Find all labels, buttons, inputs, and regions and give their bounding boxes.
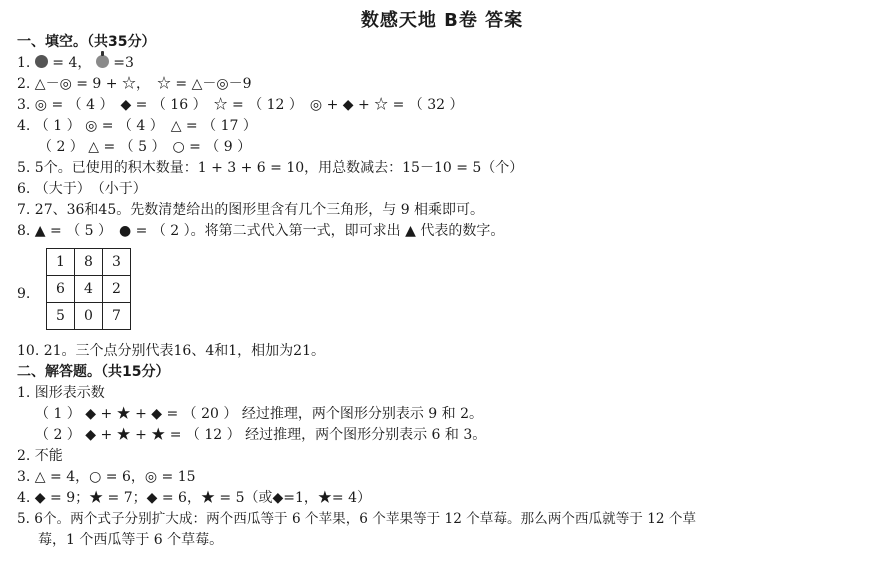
answer-9-number: 9. <box>17 286 31 302</box>
solution-3: 3. △ = 4，○ = 6，◎ = 15 <box>17 469 196 485</box>
grid-cell: 8 <box>75 249 103 276</box>
grid-cell: 5 <box>47 303 75 330</box>
answer-2: 2. △－◎ = 9 + ☆， ☆ = △－◎－9 <box>17 76 252 92</box>
grid-cell: 2 <box>103 276 131 303</box>
grid-row <box>47 249 131 276</box>
solution-2: 2. 不能 <box>17 448 63 464</box>
answer-1 <box>17 53 134 73</box>
answer-10: 10. 21。三个点分别代表16、4和1，相加为21。 <box>17 343 325 359</box>
grid-cell: 1 <box>47 249 75 276</box>
answer-8: 8. ▲ = （ 5 ） ● = （ 2 ）。将第二式代入第一式，即可求出 ▲ 代表的数字。 <box>17 223 505 239</box>
answer-5: 5. 5个。已使用的积木数量：1 + 3 + 6 = 10，用总数减去：15－10 = 5（个） <box>17 160 524 176</box>
solution-5a: 5. 6个。两个式子分别扩大成：两个西瓜等于 6 个苹果，6 个苹果等于 12 个草莓。那么两个西瓜就等于 12 个草 <box>17 511 697 527</box>
answer-4b: （ 2 ） △ = （ 5 ） ○ = （ 9 ） <box>38 139 252 155</box>
answer-3: 3. ◎ = （ 4 ） ◆ = （ 16 ） ☆ = （ 12 ） ◎ + ◆ + ☆ = （ 32 ） <box>17 97 464 113</box>
section1-heading: 一、填空。（共35分） <box>17 34 156 50</box>
magic-square-grid <box>46 248 131 330</box>
grid-cell: 4 <box>75 276 103 303</box>
fruit-icon <box>35 55 48 68</box>
apple-icon <box>96 55 109 68</box>
page-title: 数感天地 B卷 答案 <box>360 10 524 31</box>
solution-1b: （ 2 ） ◆ + ★ + ★ = （ 12 ） 经过推理，两个图形分别表示 6 和 3。 <box>35 427 487 443</box>
answer-7: 7. 27、36和45。先数清楚给出的图形里含有几个三角形，与 9 相乘即可。 <box>17 202 485 218</box>
grid-cell: 7 <box>103 303 131 330</box>
grid-row <box>47 303 131 330</box>
answer-1-text-a: = 4， <box>52 55 92 71</box>
answer-1-number: 1. <box>17 55 31 71</box>
section2-heading: 二、解答题。（共15分） <box>17 364 170 380</box>
answer-1-text-b: =3 <box>113 55 134 71</box>
solution-4: 4. ◆ = 9；★ = 7；◆ = 6，★ = 5（或◆=1，★= 4） <box>17 490 371 506</box>
grid-cell: 6 <box>47 276 75 303</box>
answer-4a: 4. （ 1 ） ◎ = （ 4 ） △ = （ 17 ） <box>17 118 257 134</box>
grid-row <box>47 276 131 303</box>
grid-cell: 3 <box>103 249 131 276</box>
answer-6: 6. （大于） （小于） <box>17 181 147 197</box>
solution-1: 1. 图形表示数 <box>17 385 105 401</box>
grid-cell: 0 <box>75 303 103 330</box>
solution-5b: 莓，1 个西瓜等于 6 个草莓。 <box>38 532 224 548</box>
solution-1a: （ 1 ） ◆ + ★ + ◆ = （ 20 ） 经过推理，两个图形分别表示 9 和 2。 <box>35 406 484 422</box>
